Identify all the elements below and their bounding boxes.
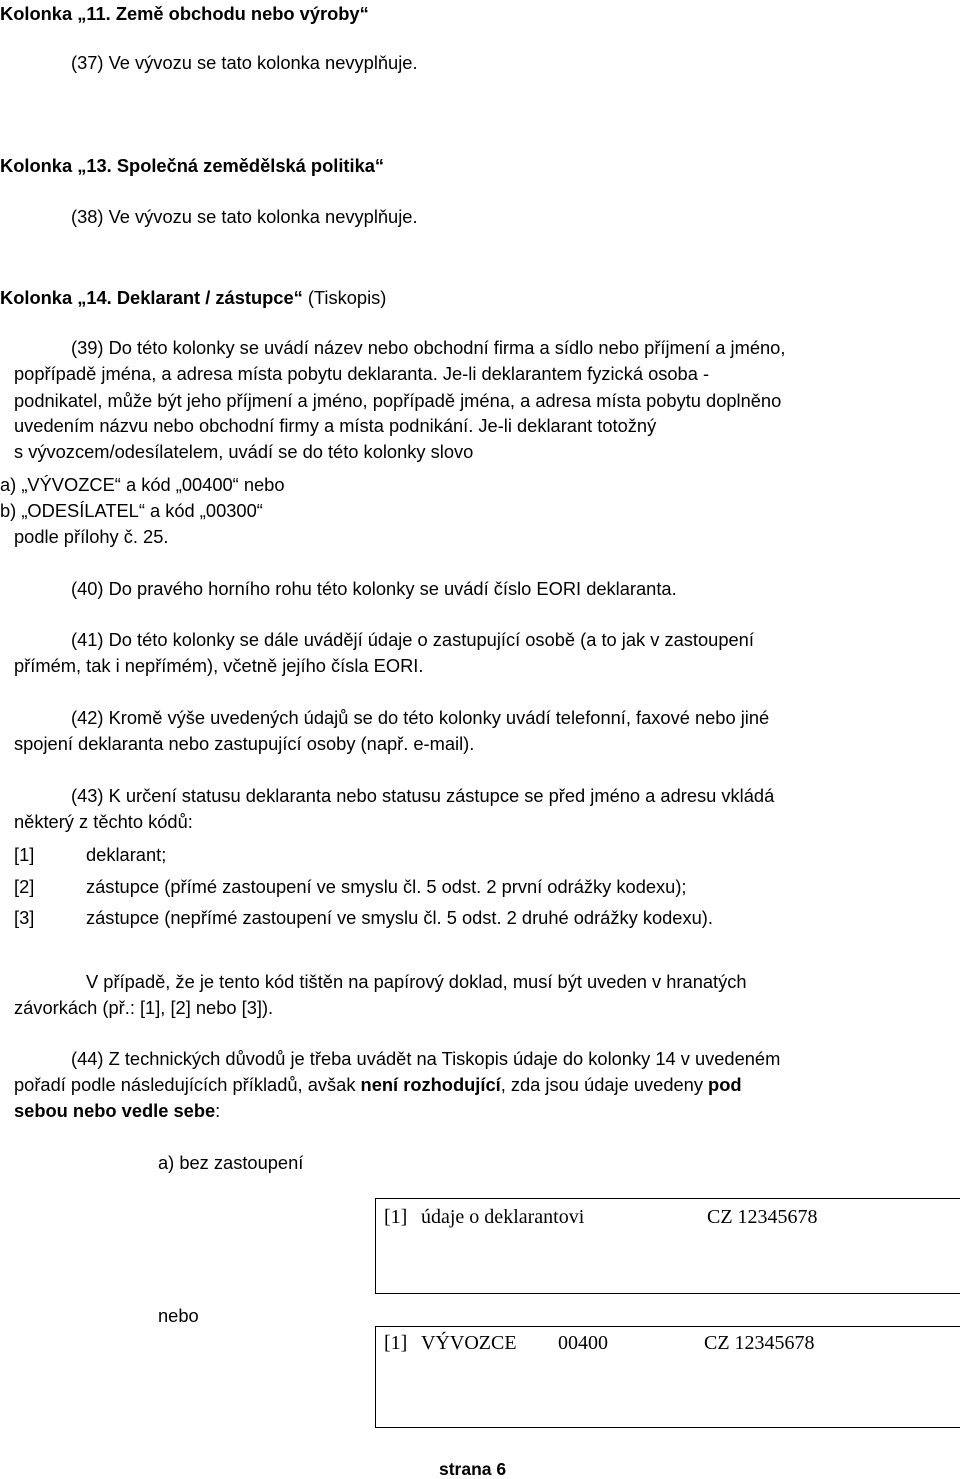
paragraph-44-line: (44) Z technických důvodů je třeba uvádět na Tiskopis údaje do kolonky 14 v uvedeném bbox=[71, 1048, 781, 1069]
paragraph-39-option-a: a) „VÝVOZCE“ a kód „00400“ nebo bbox=[0, 474, 285, 495]
code-2-label: [2] bbox=[14, 876, 35, 897]
box1-text: údaje o deklarantovi bbox=[421, 1206, 585, 1228]
nebo-label: nebo bbox=[158, 1305, 199, 1326]
box1-eori: CZ 12345678 bbox=[707, 1206, 818, 1228]
paragraph-39-line: podnikatel, může být jeho příjmení a jméno, popřípadě jména, a adresa místa pobytu doplněno bbox=[14, 390, 782, 411]
paragraph-39-option-b: b) „ODESÍLATEL“ a kód „00300“ bbox=[0, 500, 263, 521]
box2-number: 00400 bbox=[558, 1332, 608, 1354]
page-number: strana 6 bbox=[439, 1459, 507, 1479]
paragraph-37: (37) Ve vývozu se tato kolonka nevyplňuje. bbox=[71, 52, 418, 73]
paragraph-39-line: (39) Do této kolonky se uvádí název nebo obchodní firma a sídlo nebo příjmení a jméno, bbox=[71, 337, 786, 358]
paragraph-43-line: (43) K určení statusu deklaranta nebo statusu zástupce se před jméno a adresu vkládá bbox=[71, 785, 775, 806]
heading-kolonka-13: Kolonka „13. Společná zemědělská politika“ bbox=[0, 155, 385, 176]
paragraph-41-line: přímém, tak i nepřímém), včetně jejího čísla EORI. bbox=[14, 655, 424, 676]
paragraph-40: (40) Do pravého horního rohu této kolonky se uvádí číslo EORI deklaranta. bbox=[71, 578, 677, 599]
code-3-text: zástupce (nepřímé zastoupení ve smyslu čl. 5 odst. 2 druhé odrážky kodexu). bbox=[86, 907, 713, 928]
box1-code: [1] bbox=[384, 1206, 408, 1228]
paragraph-42-line: (42) Kromě výše uvedených údajů se do této kolonky uvádí telefonní, faxové nebo jiné bbox=[71, 707, 770, 728]
example-a-label: a) bez zastoupení bbox=[158, 1152, 304, 1173]
paragraph-44-line: sebou nebo vedle sebe: bbox=[14, 1100, 221, 1121]
box2-eori: CZ 12345678 bbox=[704, 1332, 815, 1354]
code-1-text: deklarant; bbox=[86, 844, 167, 865]
paragraph-39-line: s vývozcem/odesílatelem, uvádí se do této kolonky slovo bbox=[14, 441, 474, 462]
note-line: závorkách (př.: [1], [2] nebo [3]). bbox=[14, 997, 274, 1018]
paragraph-38: (38) Ve vývozu se tato kolonka nevyplňuje. bbox=[71, 206, 418, 227]
box2-code: [1] bbox=[384, 1332, 408, 1354]
paragraph-39-line: uvedením názvu nebo obchodní firmy a místa podnikání. Je-li deklarant totožný bbox=[14, 415, 657, 436]
paragraph-41-line: (41) Do této kolonky se dále uvádějí údaje o zastupující osobě (a to jak v zastoupení bbox=[71, 629, 754, 650]
box2-name: VÝVOZCE bbox=[421, 1332, 517, 1354]
paragraph-39-line: popřípadě jména, a adresa místa pobytu deklaranta. Je-li deklarantem fyzická osoba - bbox=[14, 363, 710, 384]
paragraph-39-end: podle přílohy č. 25. bbox=[14, 526, 169, 547]
heading-kolonka-14: Kolonka „14. Deklarant / zástupce“ (Tiskopis) bbox=[0, 287, 387, 308]
note-line: V případě, že je tento kód tištěn na papírový doklad, musí být uveden v hranatých bbox=[86, 971, 747, 992]
code-2-text: zástupce (přímé zastoupení ve smyslu čl. 5 odst. 2 první odrážky kodexu); bbox=[86, 876, 687, 897]
paragraph-42-line: spojení deklaranta nebo zastupující osoby (např. e-mail). bbox=[14, 733, 475, 754]
paragraph-43-line: některý z těchto kódů: bbox=[14, 811, 193, 832]
heading-kolonka-11: Kolonka „11. Země obchodu nebo výroby“ bbox=[0, 3, 369, 24]
paragraph-44-line: pořadí podle následujících příkladů, avšak není rozhodující, zda jsou údaje uvedeny pod bbox=[14, 1074, 742, 1095]
code-3-label: [3] bbox=[14, 907, 35, 928]
code-1-label: [1] bbox=[14, 844, 35, 865]
